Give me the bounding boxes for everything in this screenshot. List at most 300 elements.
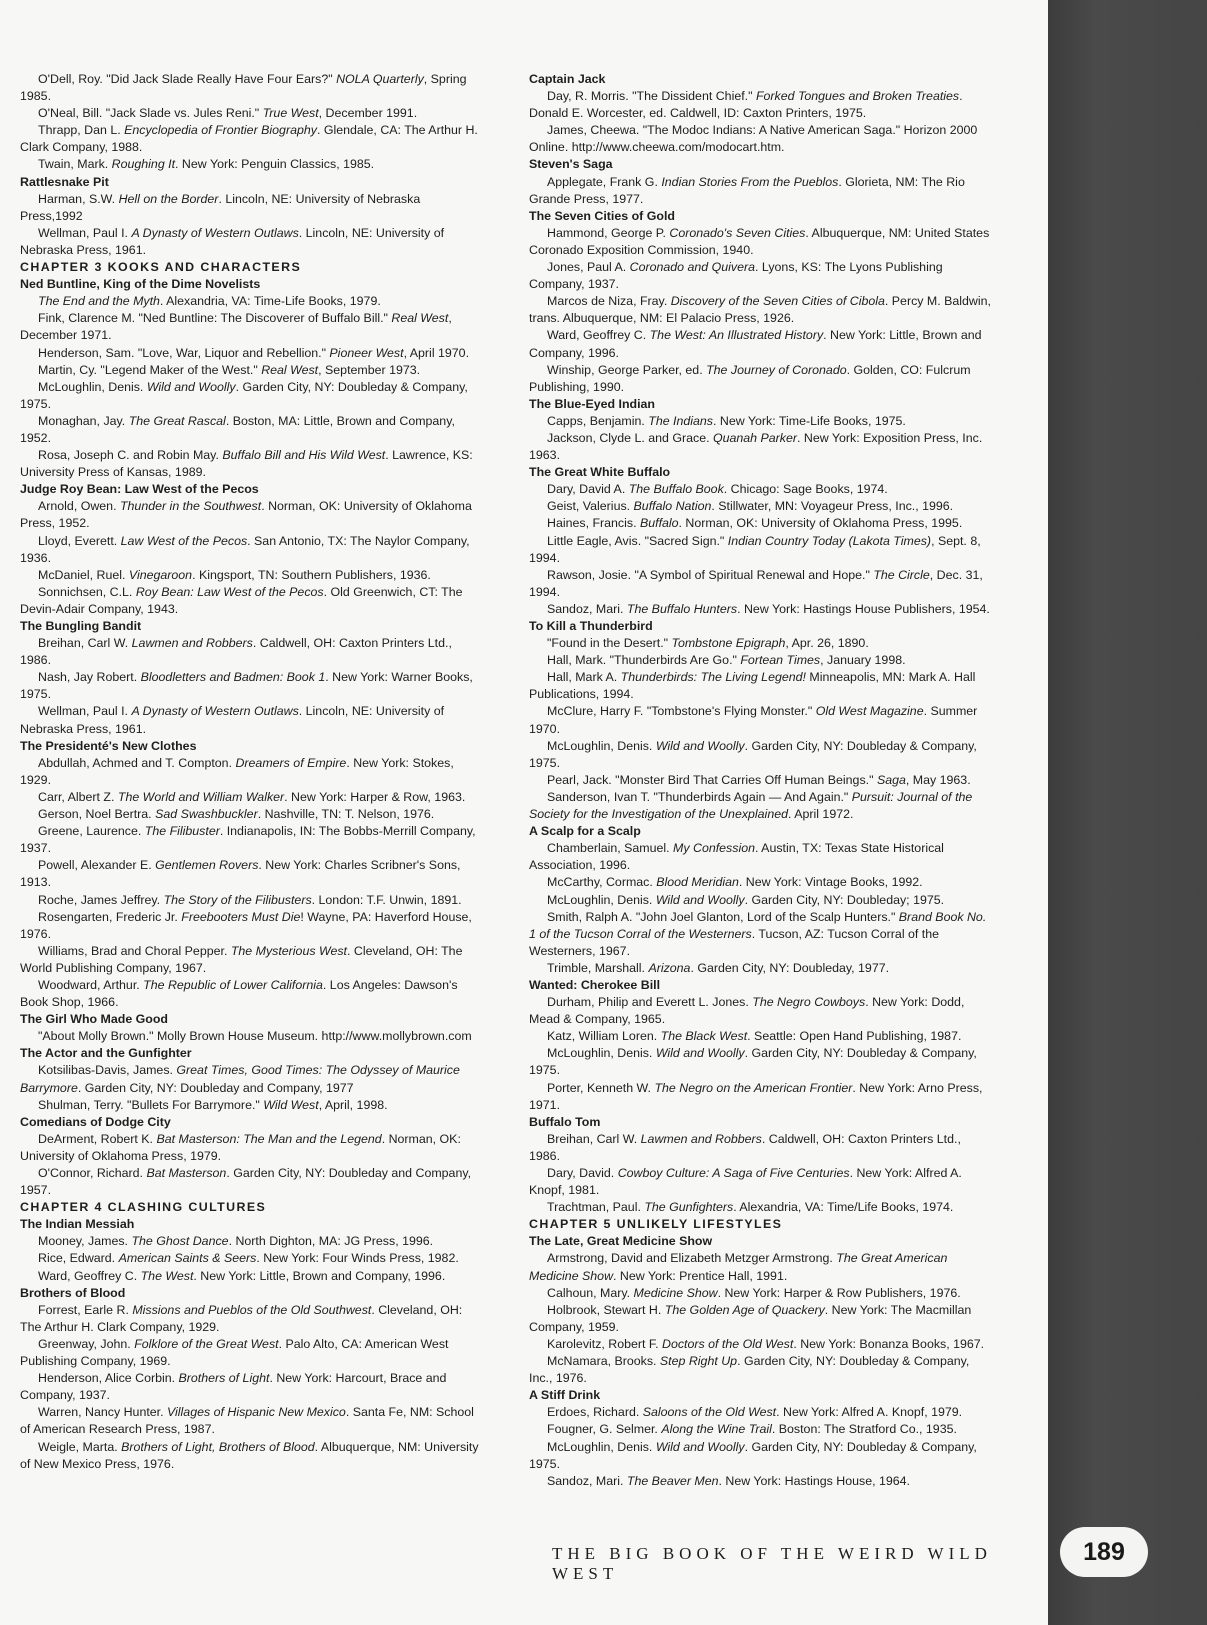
entry-text: Arnold, Owen. bbox=[38, 499, 120, 514]
entry-text: Monaghan, Jay. bbox=[38, 413, 129, 428]
entry-text: Carr, Albert Z. bbox=[38, 789, 118, 804]
bibliography-entry bbox=[20, 823, 480, 857]
bibliography-entry bbox=[20, 857, 480, 891]
bibliography-entry bbox=[20, 379, 480, 413]
entry-text: Winship, George Parker, ed. bbox=[547, 362, 707, 377]
entry-text: Hammond, George P. bbox=[547, 225, 670, 240]
entry-title: The West bbox=[140, 1268, 194, 1283]
entry-title: Forked Tongues and Broken Treaties bbox=[755, 89, 960, 104]
entry-title: Wild and Woolly bbox=[655, 1439, 745, 1454]
entry-text: . New York: Dodd, Mead & Company, 1965. bbox=[529, 995, 965, 1027]
entry-text: Marcos de Niza, Fray. bbox=[547, 294, 671, 309]
entry-title: Roy Bean: Law West of the Pecos bbox=[135, 584, 324, 599]
entry-text: . New York: Harper & Row, 1963. bbox=[284, 789, 466, 804]
entry-text: Wellman, Paul I. bbox=[38, 704, 132, 719]
entry-text: Porter, Kenneth W. bbox=[547, 1080, 655, 1095]
entry-title: Law West of the Pecos bbox=[120, 533, 248, 548]
entry-text: . Garden City, NY: Doubleday; 1975. bbox=[744, 892, 945, 907]
entry-text: Dary, David. bbox=[547, 1166, 618, 1180]
entry-title: Blood Meridian bbox=[656, 875, 739, 890]
entry-title: The Great American Medicine Show bbox=[529, 1251, 948, 1283]
entry-text: . Stillwater, MN: Voyageur Press, Inc., 1996. bbox=[711, 499, 954, 514]
entry-title: The Story of the Filibusters bbox=[163, 892, 312, 907]
entry-text: . New York: Charles Scribner's Sons, 1913. bbox=[20, 858, 461, 890]
bibliography-entry bbox=[529, 635, 992, 652]
bibliography-entry bbox=[529, 1353, 992, 1387]
entry-title: Pioneer West bbox=[329, 345, 404, 360]
entry-title: The Buffalo Hunters bbox=[626, 601, 738, 616]
entry-text: . Caldwell, OH: Caxton Printers Ltd., 1986. bbox=[529, 1131, 961, 1163]
section-heading: The Seven Cities of Gold bbox=[529, 208, 675, 223]
entry-text: . New York: Four Winds Press, 1982. bbox=[256, 1251, 459, 1266]
entry-title: Lawmen and Robbers bbox=[131, 636, 253, 651]
entry-title: Folklore of the Great West bbox=[134, 1336, 279, 1351]
bibliography-entry bbox=[529, 1080, 992, 1114]
entry-title: The End and the Myth bbox=[38, 294, 160, 309]
entry-text: , Sept. 8, 1994. bbox=[529, 533, 981, 565]
chapter-heading: CHAPTER 4 CLASHING CULTURES bbox=[20, 1200, 267, 1215]
entry-title: Quanah Parker bbox=[712, 430, 798, 445]
bibliography-entry bbox=[20, 225, 480, 259]
entry-text: Haines, Francis. bbox=[547, 516, 640, 531]
bibliography-entry bbox=[529, 789, 992, 823]
page-number: 189 bbox=[1060, 1527, 1148, 1577]
entry-text: . April 1972. bbox=[788, 807, 854, 822]
bibliography-entry bbox=[529, 840, 992, 874]
bibliography-right-column bbox=[529, 71, 992, 1490]
entry-title: Sad Swashbuckler bbox=[155, 807, 258, 822]
bibliography-entry bbox=[20, 635, 480, 669]
entry-title: Tombstone Epigraph bbox=[671, 636, 786, 651]
bibliography-entry bbox=[529, 1131, 992, 1165]
bibliography-entry bbox=[20, 1439, 480, 1473]
bibliography-entry bbox=[529, 1165, 992, 1199]
entry-title: The Ghost Dance bbox=[131, 1234, 229, 1249]
entry-text: Trachtman, Paul. bbox=[547, 1200, 645, 1215]
entry-title: Fortean Times bbox=[740, 653, 821, 668]
entry-text: "About Molly Brown." Molly Brown House Museum. http://www.mollybrown.com bbox=[38, 1029, 472, 1044]
entry-title: The Negro Cowboys bbox=[752, 995, 866, 1010]
section-heading: The Great White Buffalo bbox=[529, 465, 671, 480]
entry-title: The Beaver Men bbox=[626, 1473, 719, 1488]
entry-text: Fougner, G. Selmer. bbox=[547, 1422, 662, 1437]
bibliography-entry bbox=[529, 1404, 992, 1421]
entry-text: Breihan, Carl W. bbox=[38, 636, 132, 651]
entry-text: . Albuquerque, NM: University of New Mexico Press, 1976. bbox=[20, 1439, 479, 1471]
entry-title: Great Times, Good Times: The Odyssey of Maurice Barrymore bbox=[20, 1063, 460, 1095]
bibliography-entry bbox=[529, 362, 992, 396]
bibliography-entry bbox=[20, 1233, 480, 1250]
entry-title: Indian Stories From the Pueblos bbox=[661, 174, 839, 189]
entry-text: Erdoes, Richard. bbox=[547, 1405, 643, 1420]
entry-text: . Santa Fe, NM: School of American Research Press, 1987. bbox=[20, 1405, 474, 1437]
section-heading: The Actor and the Gunfighter bbox=[20, 1046, 192, 1061]
entry-text: . New York: Vintage Books, 1992. bbox=[738, 875, 923, 890]
entry-text: . New York: Penguin Classics, 1985. bbox=[175, 157, 375, 172]
entry-text: Sandoz, Mari. bbox=[547, 1473, 627, 1488]
entry-text: Abdullah, Achmed and T. Compton. bbox=[38, 755, 236, 770]
bibliography-entry bbox=[20, 669, 480, 703]
bibliography-entry bbox=[20, 1028, 480, 1045]
entry-text: McLoughlin, Denis. bbox=[547, 1046, 656, 1061]
entry-text: Forrest, Earle R. bbox=[38, 1302, 133, 1317]
entry-title: Vinegaroon bbox=[128, 567, 193, 582]
entry-text: Capps, Benjamin. bbox=[547, 413, 649, 428]
entry-text: . Chicago: Sage Books, 1974. bbox=[723, 482, 888, 497]
bibliography-entry bbox=[20, 584, 480, 618]
bibliography-entry bbox=[20, 345, 480, 362]
entry-text: . Norman, OK: University of Oklahoma Press, 1952. bbox=[20, 499, 472, 531]
entry-title: Buffalo Nation bbox=[633, 499, 712, 514]
entry-text: . Garden City, NY: Doubleday & Company, 1975. bbox=[529, 1046, 977, 1078]
entry-text: . New York: Time-Life Books, 1975. bbox=[713, 413, 906, 428]
entry-text: ! Wayne, PA: Haverford House, 1976. bbox=[20, 909, 472, 941]
entry-text: Fink, Clarence M. "Ned Buntline: The Discoverer of Buffalo Bill." bbox=[38, 311, 392, 326]
bibliography-entry bbox=[20, 1404, 480, 1438]
bibliography-entry bbox=[20, 909, 480, 943]
bibliography-entry bbox=[529, 1473, 992, 1490]
entry-text: Rosa, Joseph C. and Robin May. bbox=[38, 448, 223, 463]
bibliography-entry bbox=[529, 174, 992, 208]
running-footer-title: THE BIG BOOK OF THE WEIRD WILD WEST bbox=[552, 1544, 992, 1583]
bibliography-entry bbox=[529, 88, 992, 122]
bibliography-entry bbox=[20, 1268, 480, 1285]
bibliography-entry bbox=[20, 310, 480, 344]
entry-title: Thunderbirds: The Living Legend! bbox=[620, 670, 806, 685]
entry-text: Williams, Brad and Choral Pepper. bbox=[38, 943, 231, 958]
entry-text: . Nashville, TN: T. Nelson, 1976. bbox=[257, 807, 435, 822]
entry-text: . New York: Little, Brown and Company, 1996. bbox=[193, 1268, 446, 1283]
entry-text: . New York: Bonanza Books, 1967. bbox=[793, 1336, 985, 1351]
entry-title: The Golden Age of Quackery bbox=[664, 1302, 825, 1317]
entry-text: Geist, Valerius. bbox=[547, 499, 634, 514]
entry-text: , Spring 1985. bbox=[20, 72, 467, 104]
entry-text: . Garden City, NY: Doubleday and Company, 1977 bbox=[77, 1080, 354, 1095]
entry-text: . Norman, OK: University of Oklahoma Press, 1995. bbox=[678, 516, 963, 531]
section-heading: A Scalp for a Scalp bbox=[529, 824, 641, 839]
bibliography-entry bbox=[529, 892, 992, 909]
bibliography-entry bbox=[529, 652, 992, 669]
chapter-heading: CHAPTER 5 UNLIKELY LIFESTYLES bbox=[529, 1217, 783, 1232]
section-heading: Captain Jack bbox=[529, 72, 606, 86]
entry-text: Minneapolis, MN: Mark A. Hall Publications, 1994. bbox=[529, 670, 976, 702]
bibliography-entry bbox=[529, 515, 992, 532]
entry-text: Rawson, Josie. "A Symbol of Spiritual Renewal and Hope." bbox=[547, 567, 874, 582]
entry-text: . North Dighton, MA: JG Press, 1996. bbox=[228, 1234, 434, 1249]
entry-title: Buffalo bbox=[639, 516, 679, 531]
entry-text: . Lawrence, KS: University Press of Kansas, 1989. bbox=[20, 448, 473, 480]
entry-text: . Austin, TX: Texas State Historical Association, 1996. bbox=[529, 841, 944, 873]
entry-title: The Filibuster bbox=[144, 824, 220, 839]
bibliography-entry bbox=[529, 703, 992, 737]
entry-text: Dary, David A. bbox=[547, 482, 629, 497]
bibliography-entry bbox=[529, 413, 992, 430]
entry-text: . New York: Stokes, 1929. bbox=[20, 755, 454, 787]
entry-text: Smith, Ralph A. "John Joel Glanton, Lord of the Scalp Hunters." bbox=[547, 909, 899, 924]
entry-title: Encyclopedia of Frontier Biography bbox=[124, 123, 317, 138]
entry-text: Sandoz, Mari. bbox=[547, 601, 627, 616]
entry-text: "Found in the Desert." bbox=[547, 636, 672, 651]
bibliography-entry bbox=[20, 71, 480, 105]
entry-title: Wild West bbox=[263, 1097, 319, 1112]
entry-text: , April 1970. bbox=[403, 345, 470, 360]
bibliography-entry bbox=[20, 122, 480, 156]
entry-text: . Albuquerque, NM: United States Coronado Exposition Commission, 1940. bbox=[529, 225, 990, 257]
bibliography-entry bbox=[529, 225, 992, 259]
bibliography-entry bbox=[20, 567, 480, 584]
entry-text: Twain, Mark. bbox=[38, 157, 112, 172]
entry-text: Henderson, Alice Corbin. bbox=[38, 1371, 179, 1386]
section-heading: Rattlesnake Pit bbox=[20, 174, 109, 189]
bibliography-entry bbox=[529, 481, 992, 498]
bibliography-entry bbox=[20, 293, 480, 310]
bibliography-entry bbox=[20, 703, 480, 737]
section-heading: The Late, Great Medicine Show bbox=[529, 1234, 713, 1249]
entry-text: Karolevitz, Robert F. bbox=[547, 1336, 662, 1351]
entry-title: My Confession bbox=[673, 841, 755, 856]
entry-text: Powell, Alexander E. bbox=[38, 858, 156, 873]
entry-text: . Lincoln, NE: University of Nebraska Press, 1961. bbox=[20, 704, 445, 736]
entry-text: . New York: The Macmillan Company, 1959. bbox=[529, 1302, 972, 1334]
entry-text: . Indianapolis, IN: The Bobbs-Merrill Company, 1937. bbox=[20, 824, 476, 856]
bibliography-entry bbox=[20, 977, 480, 1011]
entry-text: Woodward, Arthur. bbox=[38, 977, 144, 992]
entry-text: O'Connor, Richard. bbox=[38, 1166, 147, 1180]
entry-title: Real West bbox=[261, 362, 319, 377]
bibliography-entry bbox=[20, 105, 480, 122]
entry-title: The Black West bbox=[660, 1029, 748, 1044]
entry-text: . Boston, MA: Little, Brown and Company, 1952. bbox=[20, 413, 455, 445]
entry-text: , May 1963. bbox=[905, 772, 971, 787]
section-heading: Wanted: Cherokee Bill bbox=[529, 977, 661, 992]
entry-text: . New York: Hastings House Publishers, 1954. bbox=[737, 601, 990, 616]
entry-title: Gentlemen Rovers bbox=[155, 858, 259, 873]
entry-title: Step Right Up bbox=[659, 1354, 738, 1369]
entry-title: Missions and Pueblos of the Old Southwest bbox=[132, 1302, 372, 1317]
bibliography-entry bbox=[20, 1370, 480, 1404]
bibliography-entry bbox=[529, 994, 992, 1028]
entry-title: Arizona bbox=[648, 960, 691, 975]
entry-text: Thrapp, Dan L. bbox=[38, 123, 125, 138]
entry-text: . Boston: The Stratford Co., 1935. bbox=[771, 1422, 957, 1437]
entry-text: , Apr. 26, 1890. bbox=[785, 636, 869, 651]
entry-text: Hall, Mark. "Thunderbirds Are Go." bbox=[547, 653, 741, 668]
entry-title: Bat Masterson: The Man and the Legend bbox=[156, 1131, 382, 1146]
section-heading: The Blue-Eyed Indian bbox=[529, 396, 655, 411]
entry-text: . New York: Exposition Press, Inc. 1963. bbox=[529, 430, 983, 463]
bibliography-entry bbox=[529, 738, 992, 772]
entry-text: James, Cheewa. "The Modoc Indians: A Native American Saga." Horizon 2000 Online. http://www.cheewa.com/modocart.htm. bbox=[529, 123, 978, 155]
bibliography-entry bbox=[529, 293, 992, 327]
bibliography-entry bbox=[20, 498, 480, 532]
bibliography-entry bbox=[20, 191, 480, 225]
entry-text: , Dec. 31, 1994. bbox=[529, 567, 983, 599]
entry-text: . Palo Alto, CA: American West Publishing Company, 1969. bbox=[20, 1336, 449, 1369]
entry-title: Wild and Woolly bbox=[655, 1046, 745, 1061]
entry-text: Wellman, Paul I. bbox=[38, 225, 132, 240]
entry-title: Lawmen and Robbers bbox=[640, 1131, 762, 1146]
section-heading: Steven's Saga bbox=[529, 157, 613, 172]
entry-title: Coronado's Seven Cities bbox=[669, 225, 806, 240]
entry-title: The Gunfighters bbox=[644, 1200, 734, 1215]
entry-title: The West: An Illustrated History bbox=[649, 328, 824, 343]
bibliography-entry bbox=[529, 259, 992, 293]
entry-title: The Buffalo Book bbox=[628, 482, 724, 497]
entry-text: Pearl, Jack. "Monster Bird That Carries Off Human Beings." bbox=[547, 772, 877, 787]
entry-text: . New York: Prentice Hall, 1991. bbox=[613, 1268, 788, 1283]
entry-text: . London: T.F. Unwin, 1891. bbox=[311, 892, 462, 907]
entry-title: Freebooters Must Die bbox=[181, 909, 301, 924]
entry-text: McCarthy, Cormac. bbox=[547, 875, 657, 890]
entry-text: , April, 1998. bbox=[318, 1097, 388, 1112]
bibliography-entry bbox=[529, 430, 992, 464]
entry-title: The Circle bbox=[873, 567, 930, 582]
entry-text: Rice, Edward. bbox=[38, 1251, 119, 1266]
entry-text: . Alexandria, VA: Time-Life Books, 1979. bbox=[159, 294, 381, 309]
entry-text: Harman, S.W. bbox=[38, 191, 119, 206]
entry-title: Old West Magazine bbox=[815, 704, 924, 719]
entry-title: Doctors of the Old West bbox=[662, 1336, 794, 1351]
bibliography-entry bbox=[20, 1097, 480, 1114]
entry-text: Day, R. Morris. "The Dissident Chief." bbox=[547, 89, 756, 104]
bibliography-entry bbox=[20, 533, 480, 567]
entry-title: The Journey of Coronado bbox=[706, 362, 847, 377]
entry-text: Lloyd, Everett. bbox=[38, 533, 121, 548]
bibliography-entry bbox=[20, 1336, 480, 1370]
entry-title: Along the Wine Trail bbox=[661, 1422, 772, 1437]
bibliography-entry bbox=[20, 1131, 480, 1165]
entry-text: . Lyons, KS: The Lyons Publishing Company, 1937. bbox=[529, 260, 943, 292]
entry-title: The Mysterious West bbox=[230, 943, 347, 958]
entry-text: Jackson, Clyde L. and Grace. bbox=[547, 430, 713, 445]
entry-title: Pursuit: Journal of the Society for the Investigation of the Unexplained bbox=[529, 789, 973, 822]
entry-text: . Lincoln, NE: University of Nebraska Press,1992 bbox=[20, 191, 421, 223]
entry-title: Wild and Woolly bbox=[655, 892, 745, 907]
section-heading: To Kill a Thunderbird bbox=[529, 619, 653, 633]
entry-text: Katz, William Loren. bbox=[547, 1029, 661, 1044]
bibliography-entry bbox=[529, 1336, 992, 1353]
entry-text: McClure, Harry F. "Tombstone's Flying Monster." bbox=[547, 704, 816, 719]
entry-title: The Republic of Lower California bbox=[143, 977, 323, 992]
page-edge-band bbox=[1048, 0, 1207, 1625]
section-heading: Ned Buntline, King of the Dime Novelists bbox=[20, 277, 261, 292]
entry-text: . Garden City, NY: Doubleday & Company, 1975. bbox=[529, 1439, 977, 1471]
entry-title: Bloodletters and Badmen: Book 1 bbox=[140, 670, 326, 685]
entry-text: Kotsilibas-Davis, James. bbox=[38, 1063, 177, 1078]
entry-text: Hall, Mark A. bbox=[547, 670, 621, 685]
entry-text: . New York: Hastings House, 1964. bbox=[718, 1473, 910, 1488]
entry-text: Martin, Cy. "Legend Maker of the West." bbox=[38, 362, 262, 377]
entry-text: . Lincoln, NE: University of Nebraska Press, 1961. bbox=[20, 225, 445, 257]
entry-title: Indian Country Today (Lakota Times) bbox=[727, 533, 932, 548]
bibliography-entry bbox=[529, 567, 992, 601]
entry-text: . New York: Warner Books, 1975. bbox=[20, 670, 473, 702]
bibliography-left-column bbox=[20, 71, 480, 1473]
entry-text: . Summer 1970. bbox=[529, 704, 978, 736]
entry-text: Trimble, Marshall. bbox=[547, 960, 649, 975]
entry-text: , December 1991. bbox=[318, 106, 418, 121]
entry-text: . New York: Alfred A. Knopf, 1979. bbox=[776, 1405, 963, 1420]
section-heading: Judge Roy Bean: Law West of the Pecos bbox=[20, 482, 259, 497]
entry-text: . San Antonio, TX: The Naylor Company, 1936. bbox=[20, 533, 470, 565]
entry-text: . Glendale, CA: The Arthur H. Clark Company, 1988. bbox=[20, 123, 478, 155]
entry-text: . Old Greenwich, CT: The Devin-Adair Company, 1943. bbox=[20, 584, 463, 616]
entry-text: DeArment, Robert K. bbox=[38, 1131, 157, 1146]
entry-text: . Kingsport, TN: Southern Publishers, 1936. bbox=[192, 567, 431, 582]
entry-text: Roche, James Jeffrey. bbox=[38, 892, 164, 907]
bibliography-entry bbox=[529, 498, 992, 515]
bibliography-entry bbox=[529, 960, 992, 977]
entry-title: Bat Masterson bbox=[146, 1166, 227, 1180]
entry-text: . Garden City, NY: Doubleday & Company, 1975. bbox=[529, 738, 977, 770]
bibliography-entry bbox=[20, 789, 480, 806]
bibliography-entry bbox=[20, 806, 480, 823]
entry-text: . New York: Little, Brown and Company, 1996. bbox=[529, 328, 982, 360]
entry-title: True West bbox=[262, 106, 319, 121]
entry-title: Brand Book No. 1 of the Tucson Corral of the Westerners bbox=[529, 909, 987, 941]
bibliography-entry bbox=[20, 1250, 480, 1267]
entry-text: Greene, Laurence. bbox=[38, 824, 145, 839]
entry-text: Breihan, Carl W. bbox=[547, 1131, 641, 1146]
bibliography-entry bbox=[529, 601, 992, 618]
entry-title: Brothers of Light bbox=[178, 1371, 270, 1386]
entry-text: McLoughlin, Denis. bbox=[547, 1439, 656, 1454]
chapter-heading: CHAPTER 3 KOOKS AND CHARACTERS bbox=[20, 260, 302, 275]
entry-text: , January 1998. bbox=[820, 653, 906, 668]
bibliography-entry bbox=[20, 362, 480, 379]
section-heading: The Indian Messiah bbox=[20, 1217, 135, 1232]
bibliography-entry bbox=[529, 533, 992, 567]
bibliography-entry bbox=[20, 1165, 480, 1199]
entry-title: Wild and Woolly bbox=[146, 379, 236, 394]
entry-text: . Seattle: Open Hand Publishing, 1987. bbox=[747, 1029, 962, 1044]
bibliography-entry bbox=[529, 1045, 992, 1079]
section-heading: Brothers of Blood bbox=[20, 1285, 126, 1300]
bibliography-entry bbox=[529, 122, 992, 156]
entry-title: Brothers of Light, Brothers of Blood bbox=[121, 1439, 315, 1454]
entry-text: Sanderson, Ivan T. "Thunderbirds Again — And Again." bbox=[547, 789, 852, 804]
entry-title: A Dynasty of Western Outlaws bbox=[131, 704, 299, 719]
entry-text: . Caldwell, OH: Caxton Printers Ltd., 1986. bbox=[20, 636, 452, 668]
entry-title: The Great Rascal bbox=[128, 413, 226, 428]
entry-text: Weigle, Marta. bbox=[38, 1439, 122, 1454]
section-heading: The Bungling Bandit bbox=[20, 619, 142, 633]
entry-text: , December 1971. bbox=[20, 311, 452, 343]
bibliography-entry bbox=[20, 943, 480, 977]
entry-title: Saga bbox=[876, 772, 906, 787]
entry-title: Discovery of the Seven Cities of Cibola bbox=[670, 294, 885, 309]
entry-text: Little Eagle, Avis. "Sacred Sign." bbox=[547, 533, 728, 548]
entry-text: . New York: Arno Press, 1971. bbox=[529, 1080, 983, 1112]
bibliography-entry bbox=[20, 755, 480, 789]
entry-title: Saloons of the Old West bbox=[642, 1405, 777, 1420]
entry-text: Holbrook, Stewart H. bbox=[547, 1302, 665, 1317]
bibliography-entry bbox=[529, 1302, 992, 1336]
entry-title: Medicine Show bbox=[633, 1285, 718, 1300]
entry-text: . New York: Harper & Row Publishers, 1976. bbox=[717, 1285, 961, 1300]
entry-text: Mooney, James. bbox=[38, 1234, 132, 1249]
entry-text: Applegate, Frank G. bbox=[547, 174, 662, 189]
bibliography-entry bbox=[529, 772, 992, 789]
bibliography-entry bbox=[20, 1062, 480, 1096]
entry-text: . Garden City, NY: Doubleday & Company, 1975. bbox=[20, 379, 468, 411]
entry-title: American Saints & Seers bbox=[118, 1251, 257, 1266]
entry-text: . Garden City, NY: Doubleday and Company, 1957. bbox=[20, 1166, 472, 1198]
entry-text: Armstrong, David and Elizabeth Metzger Armstrong. bbox=[547, 1251, 837, 1266]
entry-title: The World and William Walker bbox=[117, 789, 285, 804]
entry-text: McLoughlin, Denis. bbox=[547, 738, 656, 753]
entry-title: Hell on the Border bbox=[118, 191, 219, 206]
